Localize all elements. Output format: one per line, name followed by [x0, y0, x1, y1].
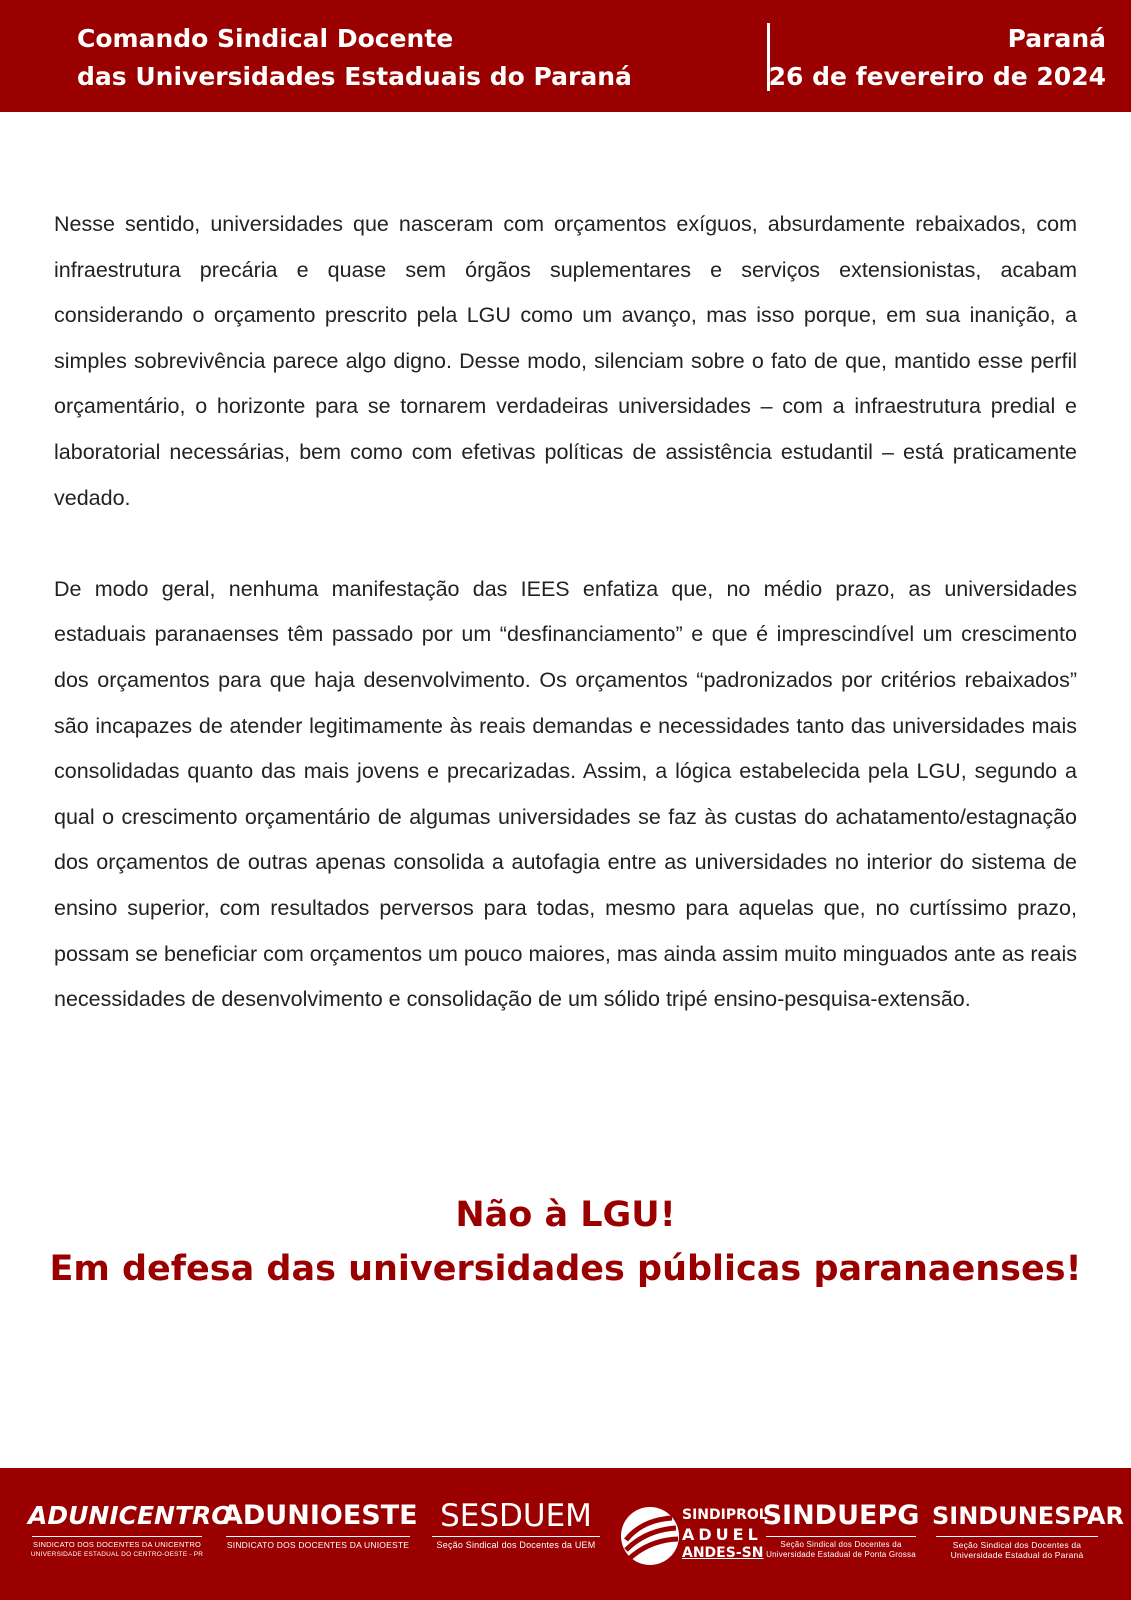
- organization-name: [77, 20, 632, 96]
- logo-adunioeste-sub1: SINDICATO DOS DOCENTES DA UNIOESTE: [226, 1540, 410, 1550]
- logo-adunioeste: [222, 1498, 418, 1550]
- logo-sesduem-rule: [432, 1536, 600, 1537]
- location: Paraná: [1007, 24, 1106, 53]
- logo-adunicentro-name: ADUNICENTRO: [28, 1501, 233, 1530]
- logo-sindiprol-aduel: [682, 1506, 768, 1563]
- organization-name-line2: das Universidades Estaduais do Paraná: [77, 62, 632, 91]
- logo-sindiprol-name: SINDIPROL: [682, 1507, 768, 1523]
- logo-sesduem: [428, 1498, 604, 1550]
- logo-sindunespar-name: SINDUNESPAR: [932, 1502, 1124, 1530]
- date: 26 de fevereiro de 2024: [768, 62, 1106, 91]
- logo-sinduepg-name: SINDUEPG: [762, 1500, 920, 1531]
- logo-sindunespar-sub2: Universidade Estadual do Paraná: [950, 1550, 1084, 1560]
- body-text: [54, 202, 1077, 1068]
- logo-adunicentro: [28, 1498, 233, 1560]
- logo-sinduepg-rule: [766, 1536, 916, 1537]
- slogan: [0, 1188, 1131, 1296]
- organization-name-line1: Comando Sindical Docente: [77, 24, 454, 53]
- logo-adunicentro-rule: [32, 1536, 202, 1537]
- slogan-line2: Em defesa das universidades públicas paranaenses!: [49, 1249, 1082, 1289]
- logo-sindunespar-rule: [936, 1536, 1098, 1537]
- paragraph-2: De modo geral, nenhuma manifestação das IEES enfatiza que, no médio prazo, as universidades estaduais paranaenses têm passado por um “desfinanciamento” e que é imprescindível um crescimento dos orçamentos para que haja desenvolvimento. Os orçamentos “padronizados por critérios rebaixados” são incapazes de atender legitimamente às reais demandas e necessidades tanto das universidades mais consolidadas quanto das mais jovens e precarizadas. Assim, a lógica estabelecida pela LGU, segundo a qual o crescimento orçamentário de algumas universidades se faz às custas do achatamento/estagnação dos orçamentos de outras apenas consolida a autofagia entre as universidades no interior do sistema de ensino superior, com resultados perversos para todas, mesmo para aquelas que, no curtíssimo prazo, possam se beneficiar com orçamentos um pouco maiores, mas ainda assim muito minguados ante as reais necessidades de desenvolvimento e consolidação de um sólido tripé ensino-pesquisa-extensão.: [54, 576, 1077, 1012]
- location-date: [769, 20, 1106, 96]
- logo-sinduepg-sub1: Seção Sindical dos Docentes da: [780, 1540, 902, 1549]
- sindiprol-aduel-emblem-icon: [620, 1506, 680, 1566]
- logo-sesduem-name: SESDUEM: [440, 1498, 592, 1534]
- logo-adunioeste-name: ADUNIOESTE: [222, 1500, 418, 1531]
- footer-logos-bar: [0, 1468, 1131, 1600]
- logo-sinduepg: [762, 1498, 920, 1560]
- logo-aduel-name: ADUEL: [682, 1525, 762, 1544]
- logo-sindunespar: [932, 1498, 1124, 1560]
- logo-adunicentro-sub2: UNIVERSIDADE ESTADUAL DO CENTRO-OESTE - PR: [30, 1551, 204, 1558]
- logo-andes-sn-name: ANDES-SN: [682, 1545, 764, 1561]
- logo-sindunespar-sub1: Seção Sindical dos Docentes da: [952, 1540, 1082, 1550]
- logo-sinduepg-sub2: Universidade Estadual de Ponta Grossa: [766, 1550, 916, 1559]
- header-banner: [0, 0, 1131, 112]
- logo-adunioeste-rule: [226, 1536, 410, 1537]
- slogan-line1: Não à LGU!: [455, 1195, 676, 1235]
- paragraph-1: Nesse sentido, universidades que nasceram com orçamentos exíguos, absurdamente rebaixados, com infraestrutura precária e quase sem órgãos suplementares e serviços extensionistas, acabam considerando o orçamento prescrito pela LGU como um avanço, mas isso porque, em sua inanição, a simples sobrevivência parece algo digno. Desse modo, silenciam sobre o fato de que, mantido esse perfil orçamentário, o horizonte para se tornarem verdadeiras universidades – com a infraestrutura predial e laboratorial necessárias, bem como com efetivas políticas de assistência estudantil – está praticamente vedado.: [54, 212, 1077, 510]
- logo-adunicentro-sub1: SINDICATO DOS DOCENTES DA UNICENTRO: [33, 1540, 201, 1549]
- logo-sesduem-sub1: Seção Sindical dos Docentes da UEM: [436, 1540, 596, 1550]
